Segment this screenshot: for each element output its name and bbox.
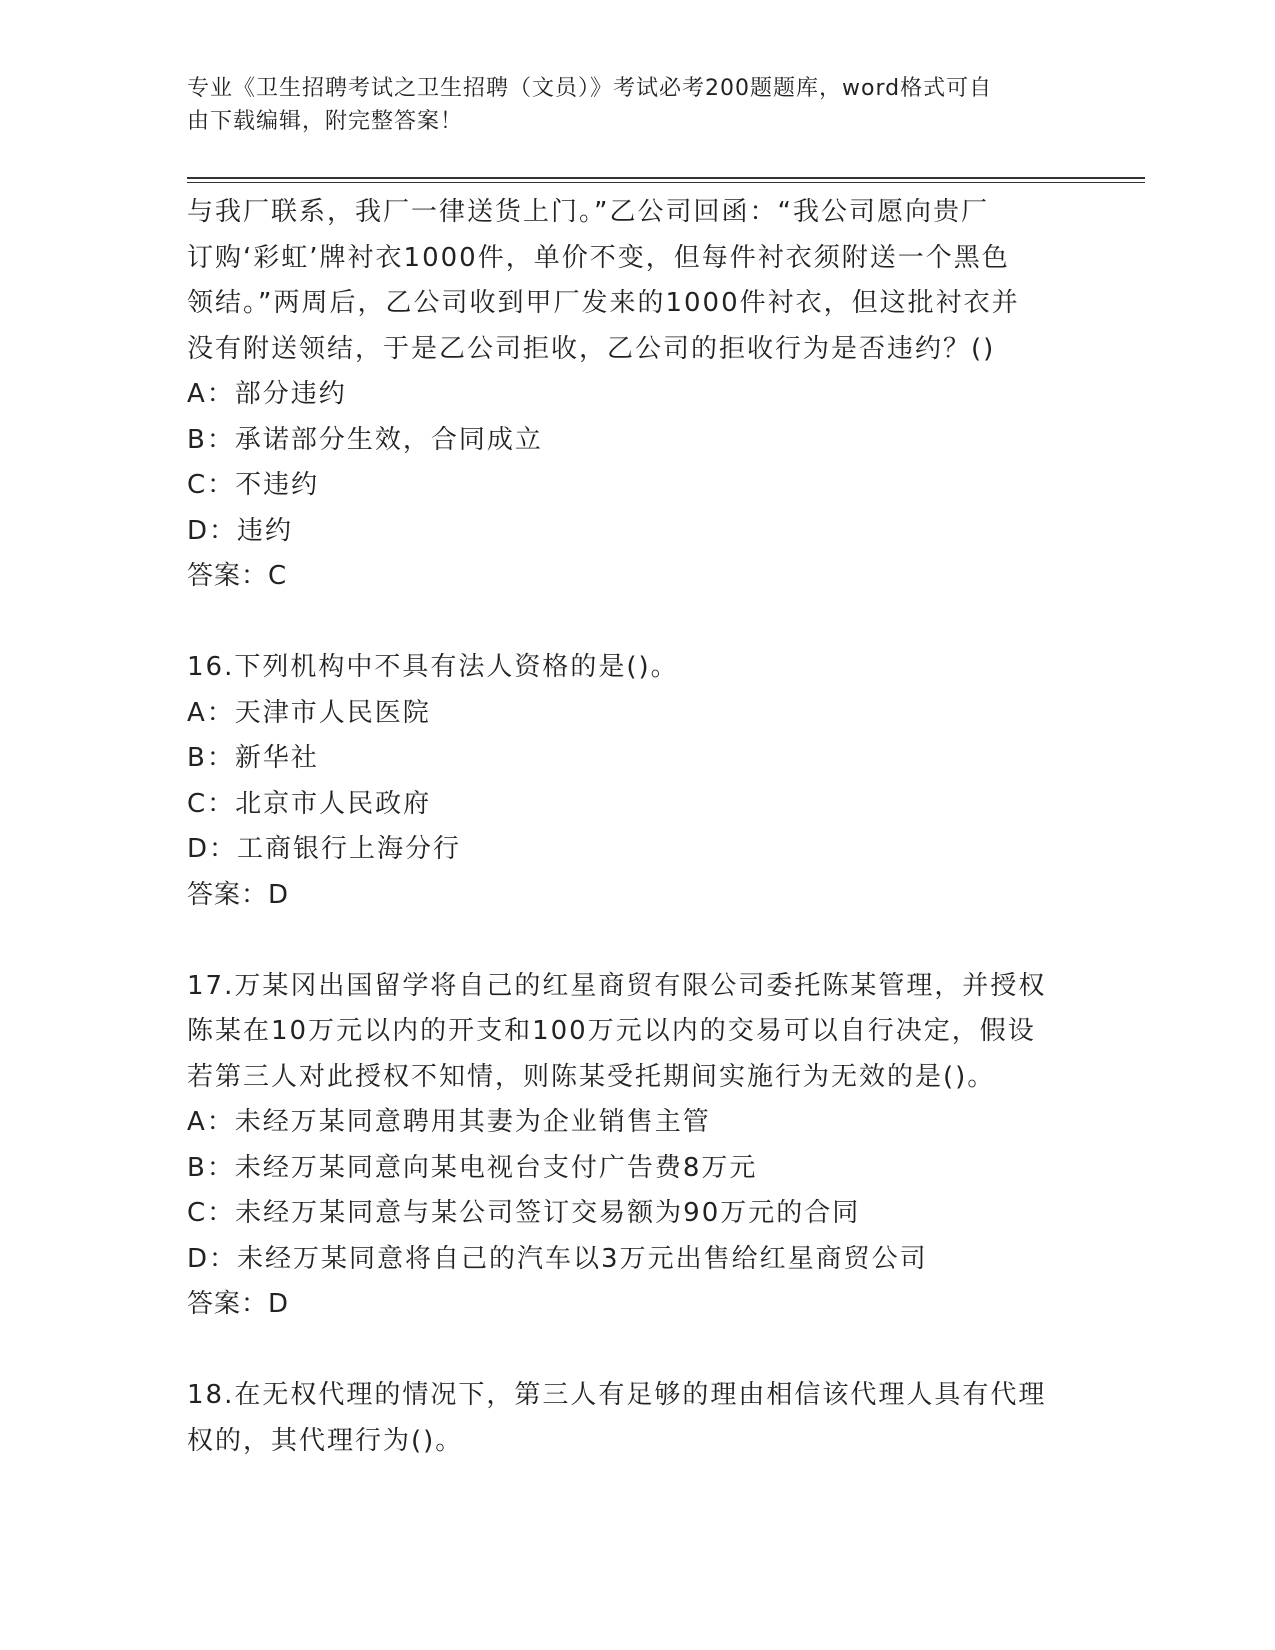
header-divider-thin [187,182,1145,183]
question-text-line: 领结。”两周后，乙公司收到甲厂发来的1000件衬衣，但这批衬衣并 [187,288,1020,318]
question-17 [187,964,1077,1328]
question-text-line: 若第三人对此授权不知情，则陈某受托期间实施行为无效的是()。 [187,1061,996,1092]
option-b: B：新华社 [187,743,319,773]
option-b: B：承诺部分生效，合同成立 [187,424,543,455]
option-d: D：工商银行上海分行 [187,834,462,864]
question-15-continued [187,190,1077,600]
option-a: A：天津市人民医院 [187,697,431,728]
option-d: D：未经万某同意将自己的汽车以3万元出售给红星商贸公司 [187,1243,928,1274]
header-line-1: 专业《卫生招聘考试之卫生招聘（文员）》考试必考200题题库，word格式可自 [187,76,993,101]
question-text-line: 订购‘彩虹’牌衬衣1000件，单价不变，但每件衬衣须附送一个黑色 [187,242,1010,273]
spacer [187,918,1077,964]
question-text-line: 16.下列机构中不具有法人资格的是()。 [187,652,679,682]
option-c: C：未经万某同意与某公司签订交易额为90万元的合同 [187,1198,861,1228]
option-d: D：违约 [187,515,294,546]
document-header [187,72,1067,138]
question-16 [187,645,1077,918]
option-a: A：未经万某同意聘用其妻为企业销售主管 [187,1107,711,1137]
answer: 答案：C [187,561,288,591]
document-body [187,190,1077,1464]
question-text-line: 与我厂联系，我厂一律送货上门。”乙公司回函：“我公司愿向贵厂 [187,197,989,227]
answer: 答案：D [187,1289,290,1319]
header-divider-thick [187,177,1145,179]
answer: 答案：D [187,879,290,910]
option-b: B：未经万某同意向某电视台支付广告费8万元 [187,1152,758,1183]
question-text-line: 陈某在10万元以内的开支和100万元以内的交易可以自行决定，假设 [187,1016,1036,1046]
question-text-line: 权的，其代理行为()。 [187,1425,464,1456]
spacer [187,600,1077,646]
question-18 [187,1373,1077,1464]
header-line-2: 由下载编辑，附完整答案！ [187,109,464,134]
option-c: C：北京市人民政府 [187,788,432,819]
question-text-line: 17.万某冈出国留学将自己的红星商贸有限公司委托陈某管理，并授权 [187,970,1047,1001]
option-c: C：不违约 [187,470,320,500]
question-text-line: 没有附送领结，于是乙公司拒收，乙公司的拒收行为是否违约？() [187,333,996,364]
question-text-line: 18.在无权代理的情况下，第三人有足够的理由相信该代理人具有代理 [187,1380,1047,1410]
spacer [187,1328,1077,1374]
option-a: A：部分违约 [187,379,347,409]
